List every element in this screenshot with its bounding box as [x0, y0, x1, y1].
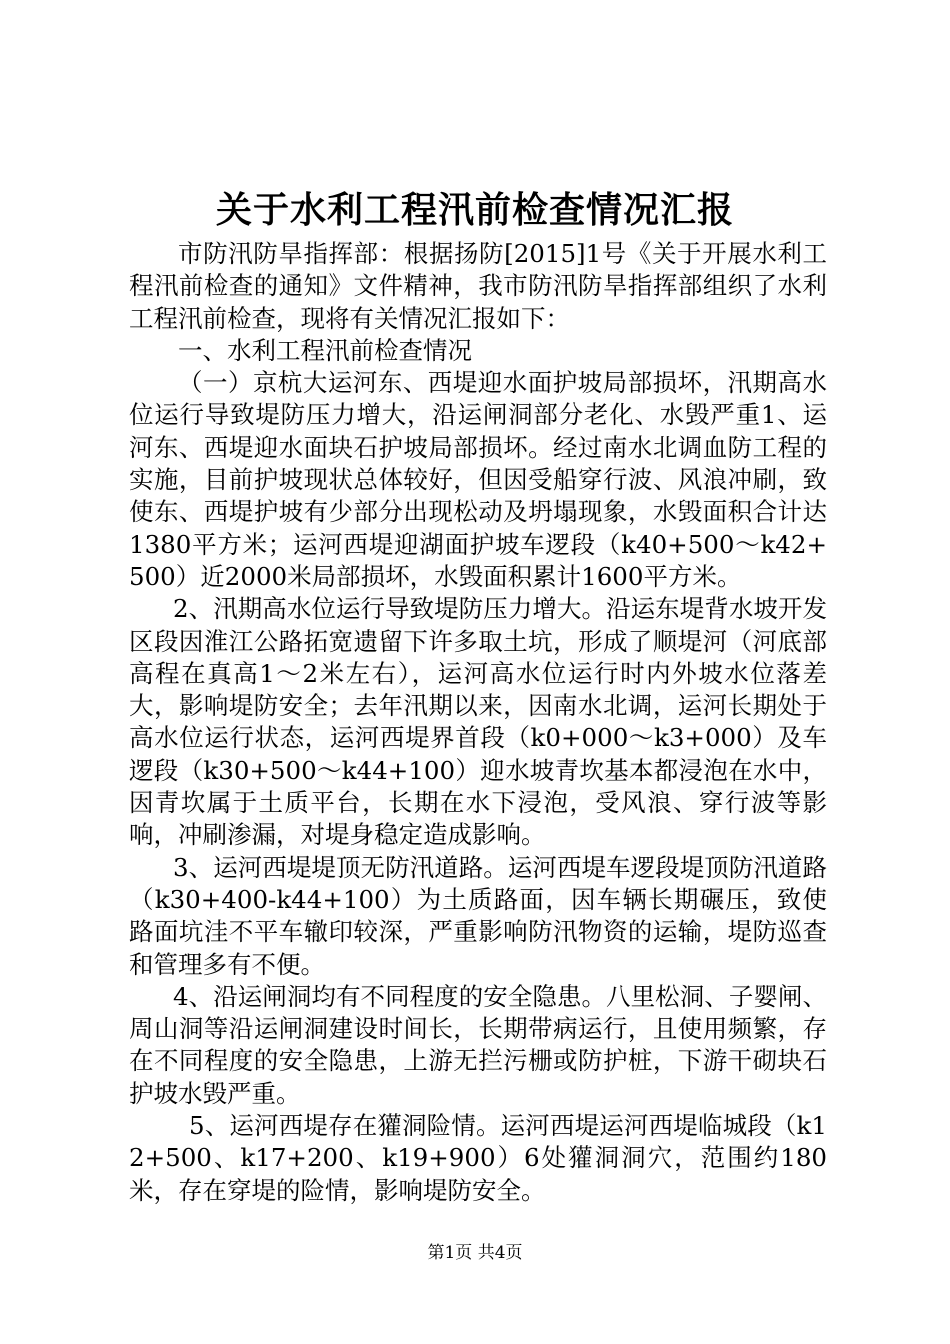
paragraph-item-5: 5、运河西堤存在獾洞险情。运河西堤运河西堤临城段（k12+500、k17+200、k19+900）6处獾洞洞穴，范围约180米，存在穿堤的险情，影响堤防安全。 [129, 1111, 827, 1205]
page-number-footer: 第1页 共4页 [427, 1243, 523, 1263]
document-body [129, 238, 827, 1207]
paragraph-intro: 市防汛防旱指挥部：根据扬防[2015]1号《关于开展水利工程汛前检查的通知》文件精神，我市防汛防旱指挥部组织了水利工程汛前检查，现将有关情况汇报如下： [129, 239, 827, 333]
document-title: 关于水利工程汛前检查情况汇报 [215, 189, 734, 231]
paragraph-item-3: 3、运河西堤堤顶无防汛道路。运河西堤车逻段堤顶防汛道路（k30+400-k44+100）为土质路面，因车辆长期碾压，致使路面坑洼不平车辙印较深，严重影响防汛物资的运输，堤防巡查和管理多有不便。 [129, 852, 827, 979]
section-heading: 一、水利工程汛前检查情况 [178, 335, 472, 365]
paragraph-item-2: 2、汛期高水位运行导致堤防压力增大。沿运东堤背水坡开发区段因淮江公路拓宽遗留下许多取土坑，形成了顺堤河（河底部高程在真高1～2米左右），运河高水位运行时内外坡水位落差大，影响堤防安全；去年汛期以来，因南水北调，运河长期处于高水位运行状态，运河西堤界首段（k0+000～k3+000）及车逻段（k30+500～k44+100）迎水坡青坎基本都浸泡在水中，因青坎属于土质平台，长期在水下浸泡，受风浪、穿行波等影响，冲刷渗漏，对堤身稳定造成影响。 [129, 594, 827, 850]
paragraph-item-4: 4、沿运闸洞均有不同程度的安全隐患。八里松洞、子婴闸、周山洞等沿运闸洞建设时间长，长期带病运行，且使用频繁，存在不同程度的安全隐患，上游无拦污栅或防护桩，下游干砌块石护坡水毁严重。 [129, 981, 827, 1108]
paragraph-item-1: （一）京杭大运河东、西堤迎水面护坡局部损坏，汛期高水位运行导致堤防压力增大，沿运闸洞部分老化、水毁严重1、运河东、西堤迎水面块石护坡局部损坏。经过南水北调血防工程的实施，目前护坡现状总体较好，但因受船穿行波、风浪冲刷，致使东、西堤护坡有少部分出现松动及坍塌现象，水毁面积合计达1380平方米；运河西堤迎湖面护坡车逻段（k40+500～k42+500）近2000米局部损坏，水毁面积累计1600平方米。 [129, 368, 827, 591]
